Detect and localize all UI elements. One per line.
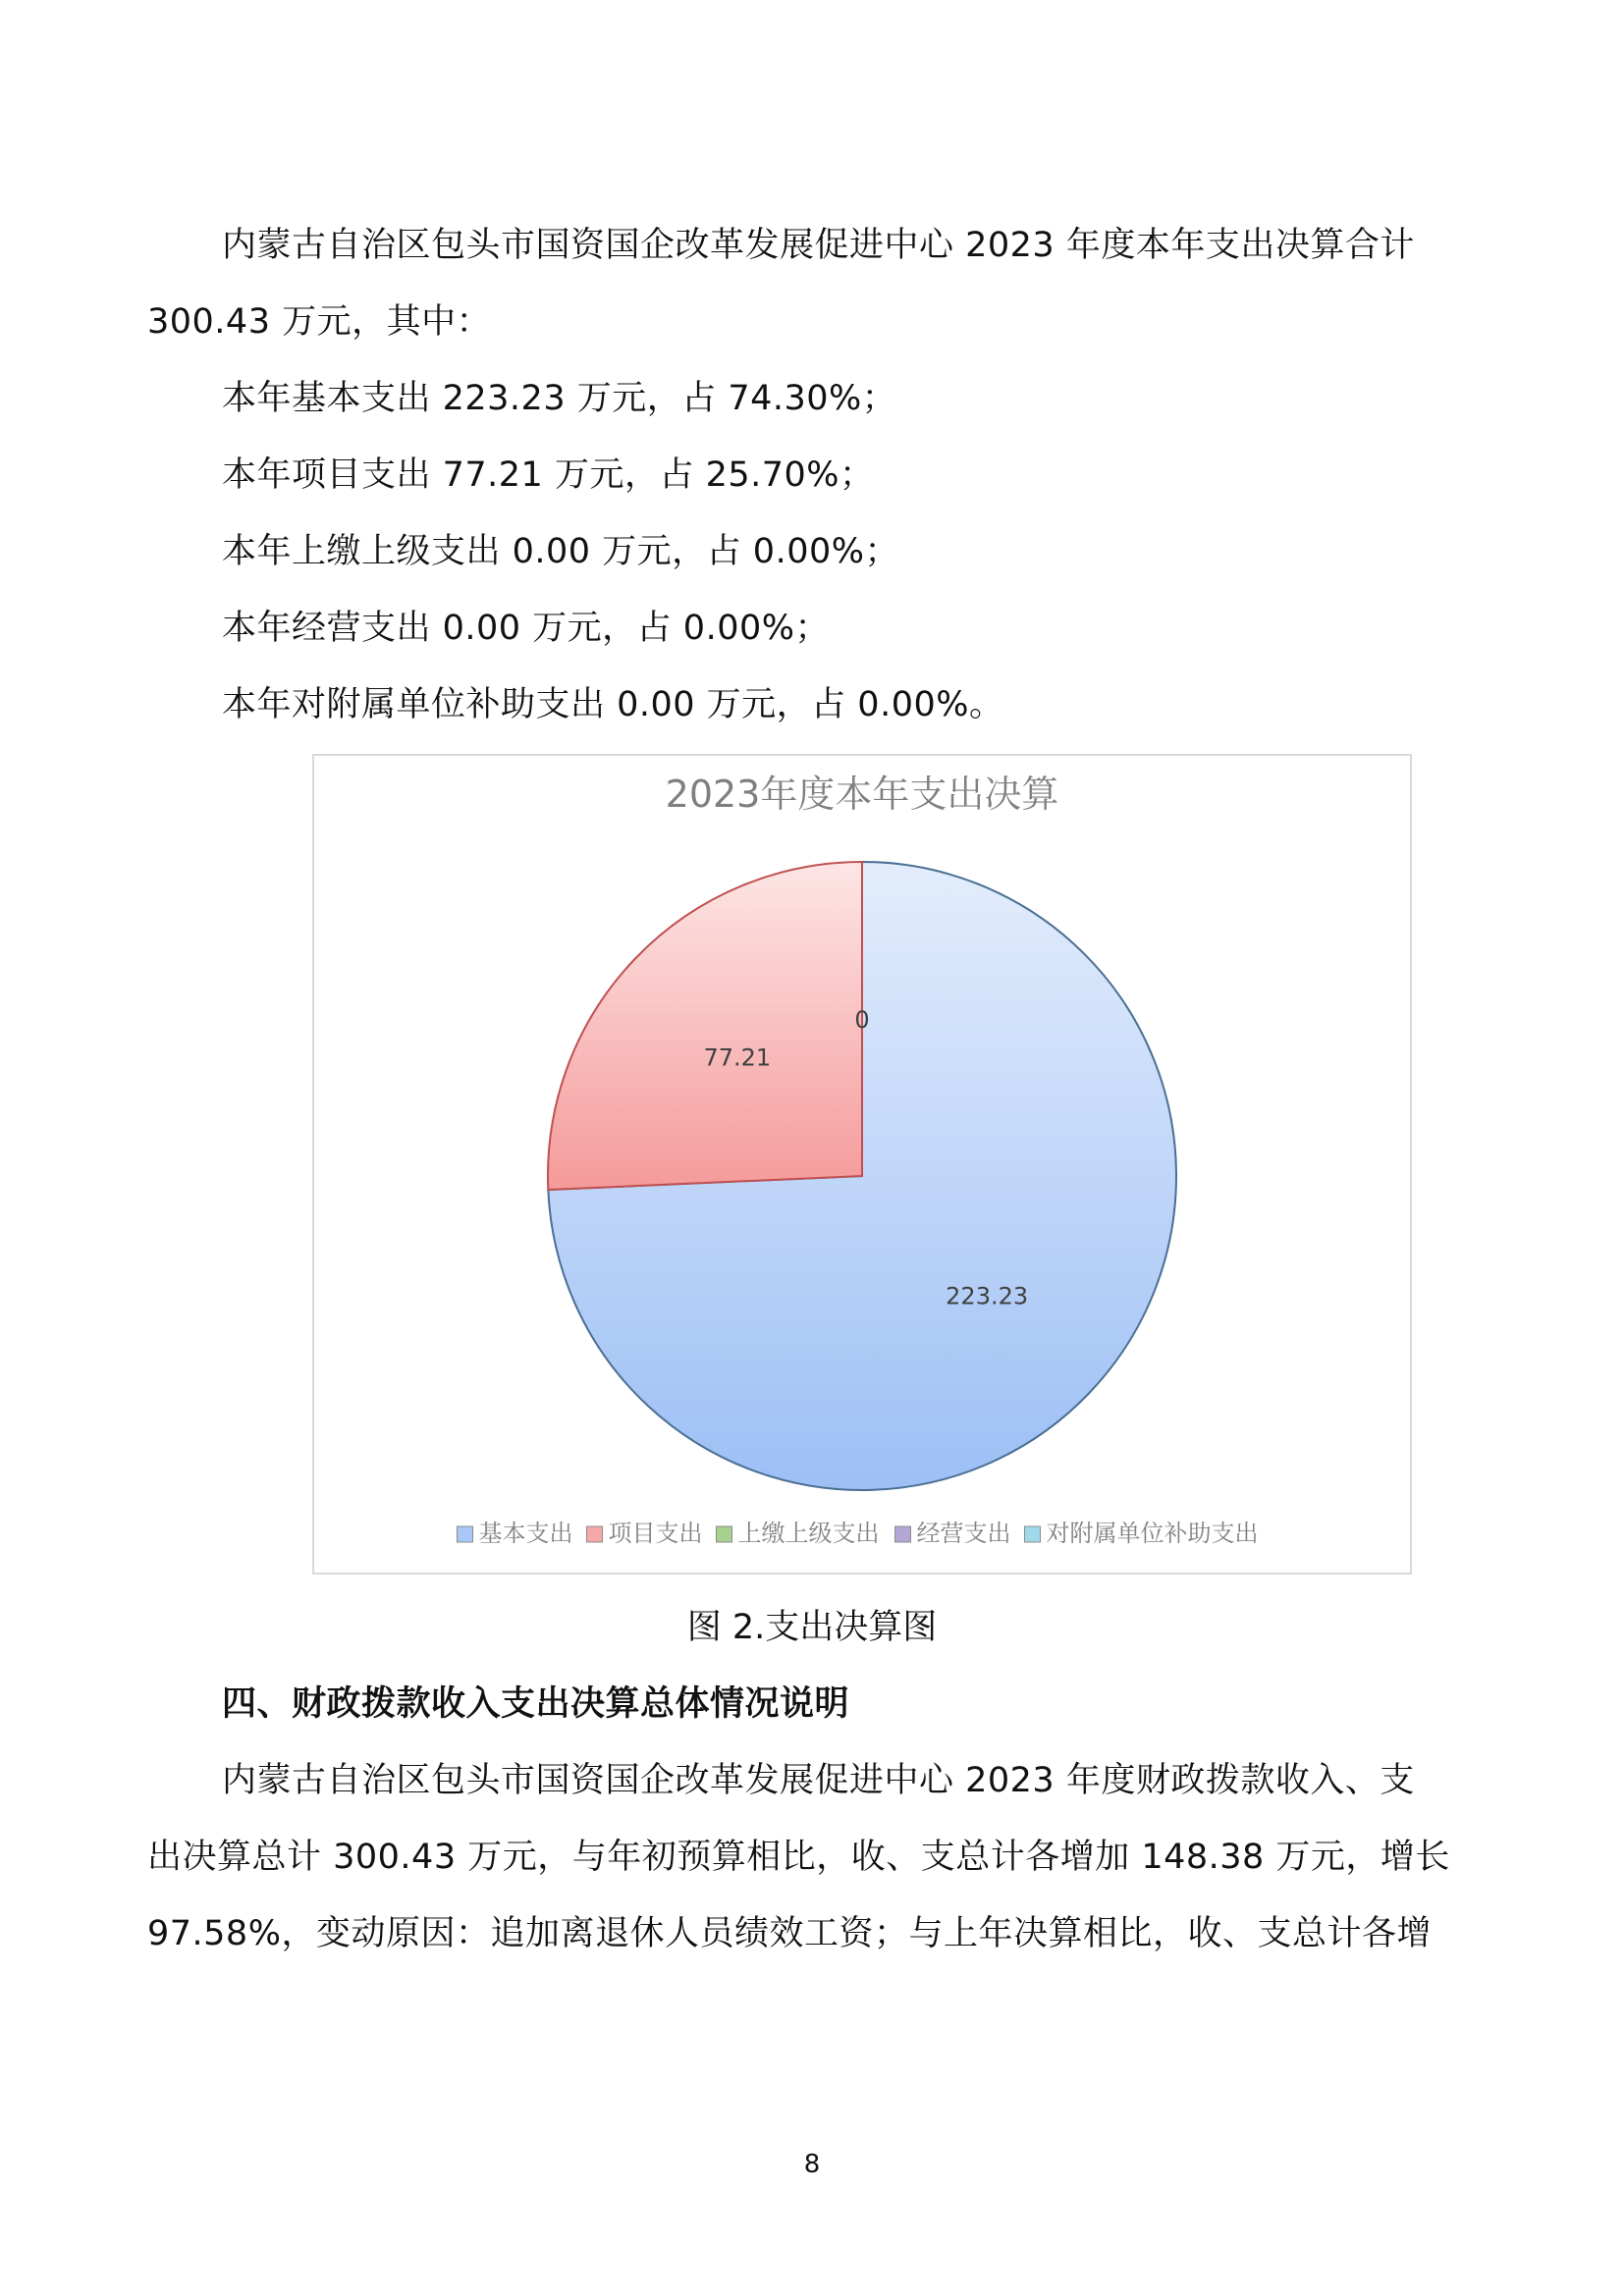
section-heading: 四、财政拨款收入支出决算总体情况说明 <box>222 1684 850 1724</box>
legend-swatch <box>895 1526 911 1542</box>
legend-swatch <box>458 1526 473 1542</box>
data-label: 223.23 <box>946 1282 1029 1310</box>
data-label: 77.21 <box>703 1043 772 1072</box>
legend-swatch <box>1025 1526 1041 1542</box>
paragraph-line: 内蒙古自治区包头市国资国企改革发展促进中心 2023 年度财政拨款收入、支 <box>222 1761 1415 1800</box>
legend-label: 对附属单位补助支出 <box>1046 1520 1259 1547</box>
paragraph-line: 300.43 万元，其中： <box>147 302 492 342</box>
chart-title: 2023年度本年支出决算 <box>665 773 1059 816</box>
legend-label: 基本支出 <box>478 1520 573 1547</box>
data-label: 0 <box>854 1006 870 1034</box>
pie-chart-svg <box>314 756 1410 1573</box>
legend-swatch <box>587 1526 603 1542</box>
list-item: 本年基本支出 223.23 万元，占 74.30%； <box>222 379 897 418</box>
list-item: 本年对附属单位补助支出 0.00 万元，占 0.00%。 <box>222 685 1004 724</box>
list-item: 本年项目支出 77.21 万元，占 25.70%； <box>222 455 875 495</box>
figure-caption: 图 2.支出决算图 <box>686 1608 938 1647</box>
paragraph-line: 内蒙古自治区包头市国资国企改革发展促进中心 2023 年度本年支出决算合计 <box>222 226 1415 265</box>
pie-chart <box>312 754 1412 1575</box>
pie-slice <box>548 862 862 1190</box>
paragraph-line: 出决算总计 300.43 万元，与年初预算相比，收、支总计各增加 148.38 万元，增长 <box>147 1838 1450 1877</box>
list-item: 本年经营支出 0.00 万元，占 0.00%； <box>222 609 830 648</box>
legend-swatch <box>717 1526 732 1542</box>
paragraph-line: 97.58%，变动原因：追加离退休人员绩效工资；与上年决算相比，收、支总计各增 <box>147 1914 1432 1953</box>
list-item: 本年上缴上级支出 0.00 万元，占 0.00%； <box>222 532 899 571</box>
page-number: 8 <box>803 2150 821 2179</box>
legend-label: 经营支出 <box>916 1520 1011 1547</box>
legend-label: 上缴上级支出 <box>737 1520 880 1547</box>
legend-label: 项目支出 <box>608 1520 703 1547</box>
